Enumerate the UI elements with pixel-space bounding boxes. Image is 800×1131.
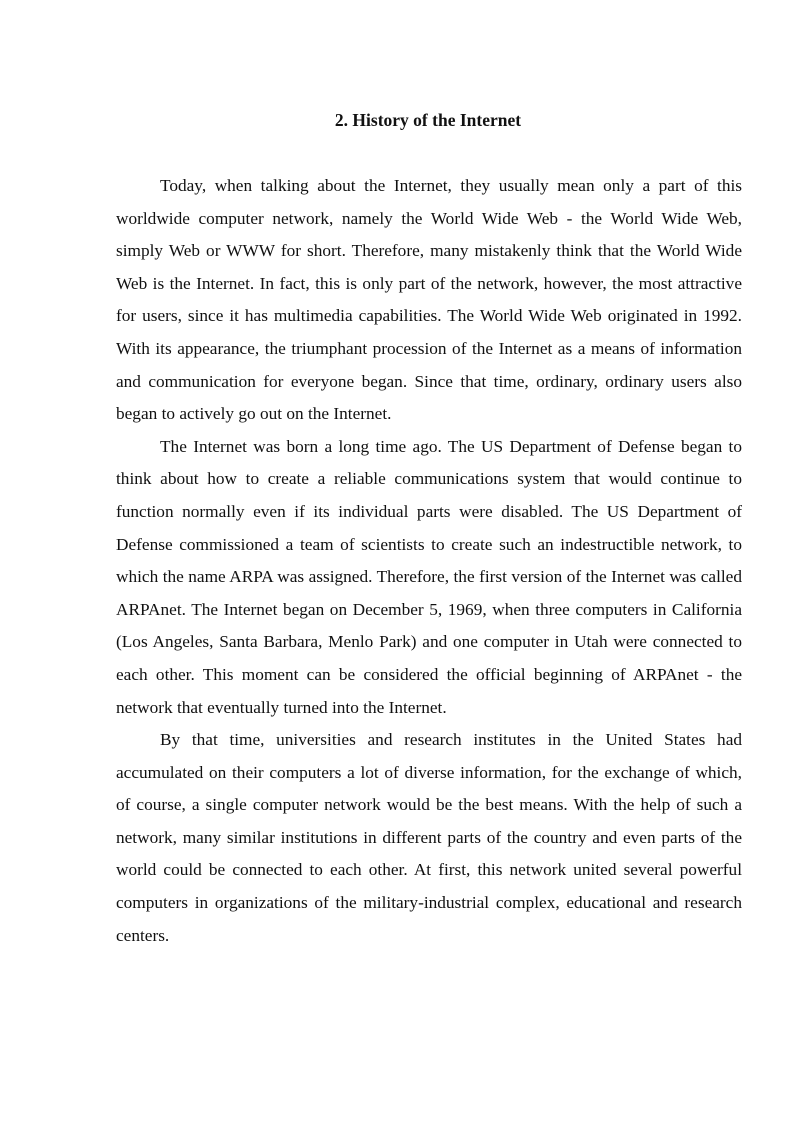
paragraph: Today, when talking about the Internet, they usually mean only a part of this worldwide computer network, namely the World Wide Web - the World Wide Web, simply Web or WWW for short. Therefore, many mistakenly think that the World Wide Web is the Internet. In fact, this is only part of the network, however, the most attractive for users, since it has multimedia capabilities. The World Wide Web originated in 1992. With its appearance, the triumphant procession of the Internet as a means of information and communication for everyone began. Since that time, ordinary, ordinary users also began to actively go out on the Internet. bbox=[116, 176, 742, 424]
paragraph: By that time, universities and research institutes in the United States had accumulated on their computers a lot of diverse information, for the exchange of which, of course, a single computer network would be the best means. With the help of such a network, many similar institutions in different parts of the country and even parts of the world could be connected to each other. At first, this network united several powerful computers in organizations of the military-industrial complex, educational and research centers. bbox=[116, 730, 742, 945]
section-heading: 2. History of the Internet bbox=[334, 110, 522, 130]
paragraph: The Internet was born a long time ago. The US Department of Defense began to think about how to create a reliable communications system that would continue to function normally even if its individual parts were disabled. The US Department of Defense commissioned a team of scientists to create such an indestructible network, to which the name ARPA was assigned. Therefore, the first version of the Internet was called ARPAnet. The Internet began on December 5, 1969, when three computers in California (Los Angeles, Santa Barbara, Menlo Park) and one computer in Utah were connected to each other. This moment can be considered the official beginning of ARPAnet - the network that eventually turned into the Internet. bbox=[116, 436, 742, 717]
body-text bbox=[116, 170, 742, 952]
